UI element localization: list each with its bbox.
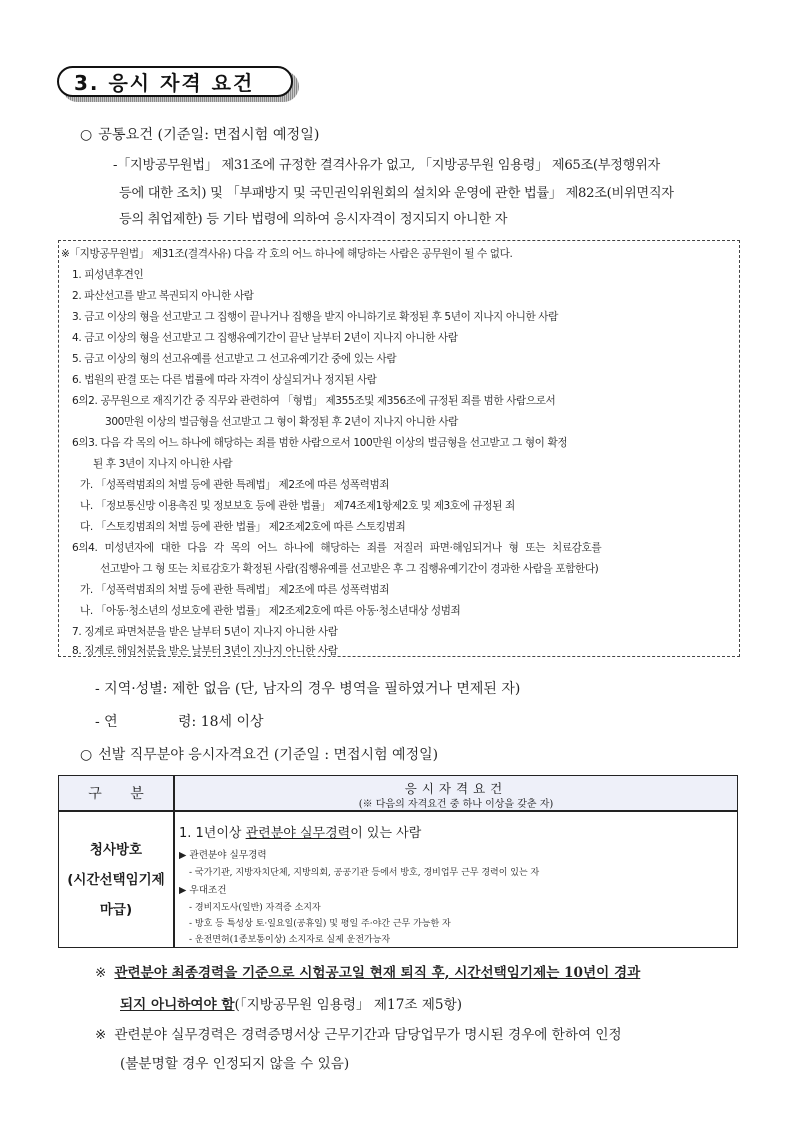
preference-item: - 방호 등 특성상 토·일요일(공휴일) 및 평일 주·야간 근무 가능한 자: [189, 919, 451, 929]
section-title-badge: [57, 66, 299, 102]
req-underlined: 관련분야 실무경력: [245, 826, 351, 841]
notice-item: 2. 파산선고를 받고 복권되지 아니한 사람: [72, 290, 254, 302]
circle-bullet-icon: ○: [80, 127, 93, 143]
common-heading-text: 공통요건 (기준일: 면접시험 예정일): [98, 127, 320, 143]
job-heading-text: 선발 직무분야 응시자격요건 (기준일 : 면접시험 예정일): [98, 747, 439, 763]
notice-item: 8. 징계로 해임처분을 받은 날부터 3년이 지나지 아니한 사람: [72, 645, 338, 657]
region-gender-requirement: - 지역·성별: 제한 없음 (단, 남자의 경우 병역을 필하였거나 면제된 자): [95, 681, 521, 697]
experience-detail: - 국가기관, 지방자치단체, 지방의회, 공공기관 등에서 방호, 경비업무 근무 경력이 있는 자: [189, 868, 540, 878]
header-requirements-title: 응시자격요건: [404, 781, 508, 796]
position-type: (시간선택임기제: [67, 871, 165, 888]
note-1-citation: (「지방공무원 임용령」 제17조 제5항): [234, 997, 463, 1013]
notice-item: 5. 금고 이상의 형의 선고유예를 선고받고 그 선고유예기간 중에 있는 사람: [72, 353, 397, 365]
position-grade: 마급): [99, 901, 133, 918]
req-prefix: 1. 1년이상: [179, 826, 246, 841]
req-suffix: 이 있는 사람: [350, 826, 422, 841]
notice-heading: ※「지방공무원법」 제31조(결격사유) 다음 각 호의 어느 하나에 해당하는 사람은 공무원이 될 수 없다.: [61, 248, 513, 260]
note-2: [95, 1023, 622, 1043]
note-2-text: 관련분야 실무경력은 경력증명서상 근무기간과 담당업무가 명시된 경우에 한하여 인정: [114, 1027, 622, 1043]
notice-item-continued: 선고받아 그 형 또는 치료감호가 확정된 사람(집행유예를 선고받은 후 그 집행유예기간이 경과한 사람을 포함한다): [100, 563, 599, 575]
preference-label: ▶ 우대조건: [179, 885, 227, 896]
requirements-table: [58, 775, 738, 948]
notice-subitem: 가. 「성폭력범죄의 처벌 등에 관한 특례법」 제2조에 따른 성폭력범죄: [80, 479, 390, 491]
note-1: [95, 961, 640, 981]
position-cell: [59, 812, 173, 947]
age-label: - 연: [95, 714, 118, 730]
preference-item: - 운전면허(1종보통이상) 소지자로 실제 운전가능자: [189, 935, 391, 945]
note-1-emphasis: 관련분야 최종경력을 기준으로 시험공고일 현재 퇴직 후, 시간선택임기제는 10년이 경과: [114, 965, 641, 981]
position-name: 청사방호: [89, 841, 143, 858]
header-category: 구 분: [88, 786, 156, 802]
notice-subitem: 다. 「스토킹범죄의 처벌 등에 관한 법률」 제2조제2호에 따른 스토킹범죄: [80, 521, 406, 533]
note-1-continued: [120, 993, 462, 1013]
common-requirements-heading: [80, 124, 319, 144]
note-1-emphasis-end: 되지 아니하여야 함: [120, 997, 235, 1013]
reference-mark-icon: ※: [95, 1027, 107, 1043]
notice-item: 6의4. 미성년자에 대한 다음 각 목의 어느 하나에 해당하는 죄를 저질러 파면·해임되거나 형 또는 치료감호를: [72, 542, 602, 554]
notice-subitem: 가. 「성폭력범죄의 처벌 등에 관한 특례법」 제2조에 따른 성폭력범죄: [80, 584, 390, 596]
preference-item: - 경비지도사(일반) 자격증 소지자: [189, 903, 321, 913]
disqualification-notice-box: [58, 240, 740, 657]
notice-subitem: 나. 「아동·청소년의 성보호에 관한 법률」 제2조제2호에 따른 아동·청소년대상 성범죄: [80, 605, 461, 617]
notice-item-continued: 300만원 이상의 벌금형을 선고받고 그 형이 확정된 후 2년이 지나지 아니한 사람: [105, 416, 459, 428]
main-requirement: [179, 822, 421, 841]
section-title: 3. 응시 자격 요건: [57, 66, 293, 97]
notice-item: 6의3. 다음 각 목의 어느 하나에 해당하는 죄를 범한 사람으로서 100만원 이상의 벌금형을 선고받고 그 형이 확정: [72, 437, 568, 449]
common-line-3: 등의 취업제한) 등 기타 법령에 의하여 응시자격이 정지되지 아니한 자: [119, 212, 508, 227]
reference-mark-icon: ※: [95, 965, 107, 981]
notice-item: 6의2. 공무원으로 재직기간 중 직무와 관련하여 「형법」 제355조및 제356조에 규정된 죄를 범한 사람으로서: [72, 395, 556, 407]
notice-item: 4. 금고 이상의 형을 선고받고 그 집행유예기간이 끝난 날부터 2년이 지나지 아니한 사람: [72, 332, 458, 344]
notice-item: 6. 법원의 판결 또는 다른 법률에 따라 자격이 상실되거나 정지된 사람: [72, 374, 377, 386]
common-line-2: 등에 대한 조치) 및 「부패방지 및 국민권익위원회의 설치와 운영에 관한 법률」 제82조(비위면직자: [119, 186, 674, 201]
age-requirement: 령: 18세 이상: [178, 714, 264, 730]
header-requirements-subtitle: (※ 다음의 자격요건 중 하나 이상을 갖춘 자): [358, 799, 554, 810]
note-2-continued: (불분명할 경우 인정되지 않을 수 있음): [120, 1056, 350, 1072]
table-header-row: [59, 776, 737, 812]
experience-label: ▶ 관련분야 실무경력: [179, 850, 267, 861]
common-line-1: -「지방공무원법」 제31조에 규정한 결격사유가 없고, 「지방공무원 임용령」 제65조(부정행위자: [113, 158, 660, 173]
notice-subitem: 나. 「정보통신망 이용촉진 및 정보보호 등에 관한 법률」 제74조제1항제2호 및 제3호에 규정된 죄: [80, 500, 515, 512]
notice-item: 7. 징계로 파면처분을 받은 날부터 5년이 지나지 아니한 사람: [72, 626, 338, 638]
notice-item-continued: 된 후 3년이 지나지 아니한 사람: [93, 458, 233, 470]
notice-item: 3. 금고 이상의 형을 선고받고 그 집행이 끝나거나 집행을 받지 아니하기로 확정된 후 5년이 지나지 아니한 사람: [72, 311, 558, 323]
table-column-divider: [173, 776, 175, 947]
circle-bullet-icon: ○: [80, 747, 93, 763]
notice-item: 1. 피성년후견인: [72, 269, 144, 281]
job-requirements-heading: [80, 744, 438, 764]
